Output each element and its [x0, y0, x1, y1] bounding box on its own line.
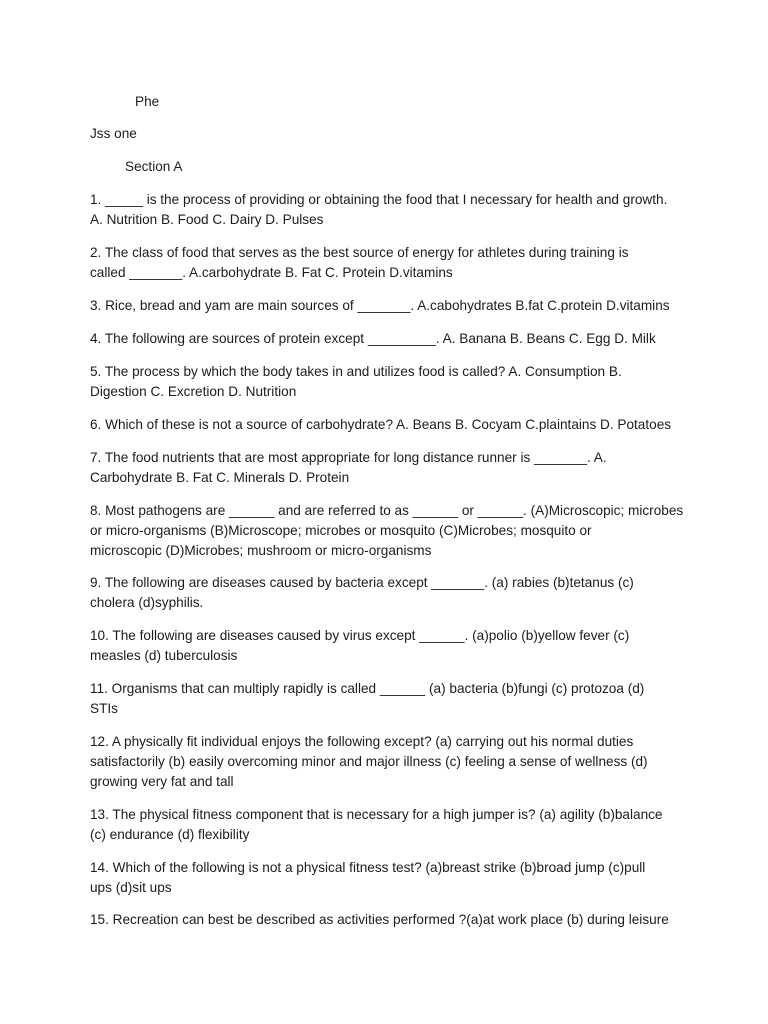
question-line: 4. The following are sources of protein except _________. A. Banana B. Beans C. Egg D. Milk	[90, 331, 656, 346]
question-5	[90, 362, 690, 402]
question-7	[90, 448, 690, 488]
question-line: STIs	[90, 701, 118, 716]
question-line: 15. Recreation can best be described as activities performed ?(a)at work place (b) during leisure	[90, 912, 669, 927]
question-line: Carbohydrate B. Fat C. Minerals D. Protein	[90, 470, 350, 485]
question-line: growing very fat and tall	[90, 774, 234, 789]
question-line: 8. Most pathogens are ______ and are referred to as ______ or ______. (A)Microscopic; microbes	[90, 503, 684, 518]
question-6	[90, 415, 690, 435]
question-line: 5. The process by which the body takes in and utilizes food is called? A. Consumption B.	[90, 364, 622, 379]
question-line: (c) endurance (d) flexibility	[90, 827, 250, 842]
question-1	[90, 190, 690, 230]
question-line: cholera (d)syphilis.	[90, 595, 204, 610]
question-line: 7. The food nutrients that are most appropriate for long distance runner is _______. A.	[90, 450, 607, 465]
question-10	[90, 626, 690, 666]
question-line: 9. The following are diseases caused by bacteria except _______. (a) rabies (b)tetanus (c)	[90, 575, 634, 590]
question-9	[90, 573, 690, 613]
question-3	[90, 296, 690, 316]
question-11	[90, 679, 690, 719]
question-line: or micro-organisms (B)Microscope; microbes or mosquito (C)Microbes; mosquito or	[90, 523, 592, 538]
question-13	[90, 805, 690, 845]
question-14	[90, 858, 690, 898]
question-2	[90, 243, 690, 283]
question-4	[90, 329, 690, 349]
question-12	[90, 732, 690, 792]
question-line: called _______. A.carbohydrate B. Fat C. Protein D.vitamins	[90, 265, 453, 280]
question-line: 2. The class of food that serves as the best source of energy for athletes during training is	[90, 245, 629, 260]
question-line: 11. Organisms that can multiply rapidly is called ______ (a) bacteria (b)fungi (c) protozoa (d)	[90, 681, 645, 696]
question-line: 10. The following are diseases caused by virus except ______. (a)polio (b)yellow fever (c)	[90, 628, 630, 643]
question-line: A. Nutrition B. Food C. Dairy D. Pulses	[90, 212, 324, 227]
section-heading: Section A	[125, 159, 183, 174]
question-line: 12. A physically fit individual enjoys the following except? (a) carrying out his normal duties	[90, 734, 634, 749]
question-line: 1. _____ is the process of providing or obtaining the food that I necessary for health and growth.	[90, 192, 668, 207]
question-line: 14. Which of the following is not a physical fitness test? (a)breast strike (b)broad jump (c)pull	[90, 860, 646, 875]
question-line: ups (d)sit ups	[90, 880, 172, 895]
question-line: microscopic (D)Microbes; mushroom or micro-organisms	[90, 543, 432, 558]
question-line: 13. The physical fitness component that is necessary for a high jumper is? (a) agility (b)balance	[90, 807, 663, 822]
question-line: satisfactorily (b) easily overcoming minor and major illness (c) feeling a sense of wellness (d)	[90, 754, 648, 769]
question-8	[90, 501, 690, 561]
question-line: measles (d) tuberculosis	[90, 648, 238, 663]
question-line: Digestion C. Excretion D. Nutrition	[90, 384, 297, 399]
subject-heading: Phe	[135, 94, 160, 109]
question-15	[90, 910, 690, 930]
question-line: 3. Rice, bread and yam are main sources of _______. A.cabohydrates B.fat C.protein D.vitamins	[90, 298, 670, 313]
question-line: 6. Which of these is not a source of carbohydrate? A. Beans B. Cocyam C.plaintains D. Potatoes	[90, 417, 672, 432]
class-label: Jss one	[90, 126, 137, 141]
